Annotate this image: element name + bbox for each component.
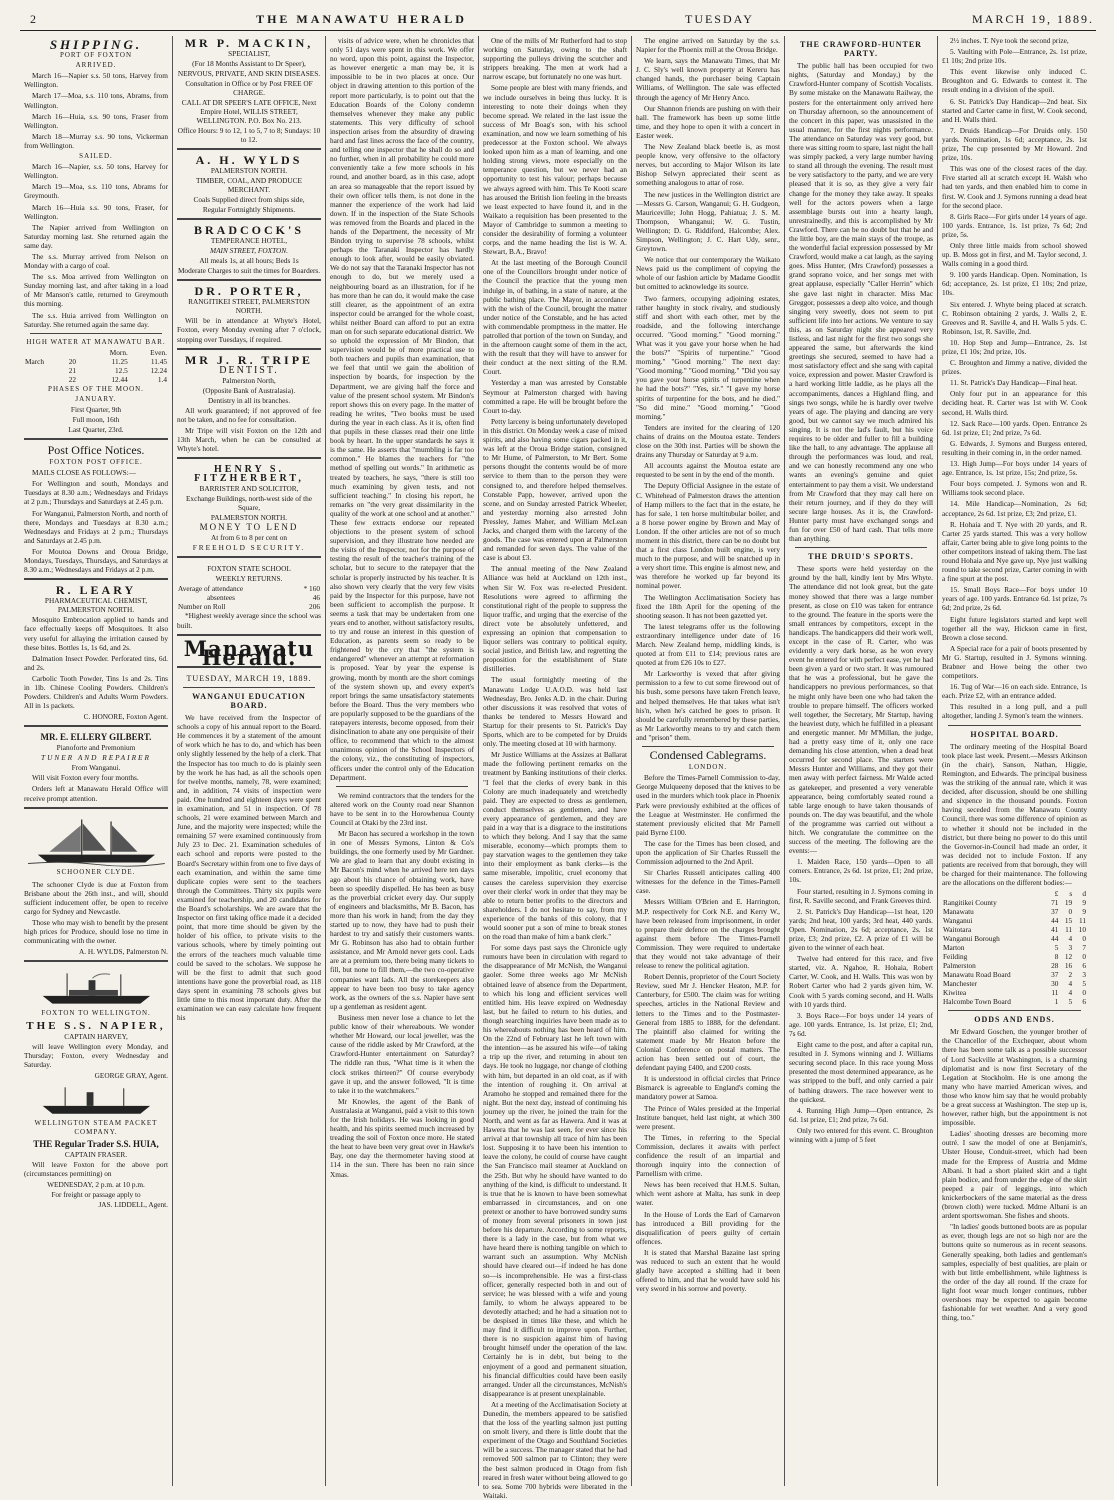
- post-subheading: FOXTON POST OFFICE.: [49, 458, 143, 467]
- local-item: We notice that our contemporary the Waikato News paid us the compliment of copying the whole of our fashion article by Madame Goodlit but omitted to acknowledge its source.: [636, 255, 780, 292]
- sports-event: 1. Maiden Race, 150 yards—Open to all comers. Entrance, 2s 6d. 1st prize, £1; 2nd prize, 10s.: [789, 857, 933, 885]
- table-row: Rangitikei County 71 19 9: [943, 898, 1086, 908]
- local-item: At the last meeting of the Borough Council one of the Councillors brought under notice of the Council the practice that the young men indulge in, of bathing, in a state of nature, at the public bathing place. The Mayor, in accordance with the wish of the Council, brought the matter under notice of the Constable, and he has acted with commendable promptness in the matter. He patrolled that portion of the town on Sunday, and in the afternoon caught some of them in the act, with the result that they will have to answer for their conduct at the next sitting of the R.M. Court.: [483, 258, 627, 377]
- divider: [183, 687, 315, 688]
- post-text: For Wellington and south, Mondays and Tuesdays at 8.30 a.m.; Wednesdays and Fridays at 2 p.m.; Thursdays and Saturdays at 2.45 p.m.: [24, 479, 168, 507]
- divider: [177, 348, 321, 352]
- local-item: All accounts against the Moutoa estate are requested to be sent in by the end of the month.: [636, 461, 780, 480]
- odds-ends-heading: ODDS AND ENDS.: [974, 1015, 1055, 1025]
- fitzherbert-name: HENRY S. FITZHERBERT,: [194, 464, 304, 485]
- table-row: Manchester 30 4 5: [943, 979, 1086, 989]
- hospital-board-text: The ordinary meeting of the Hospital Board took place last week. Present.—Messrs Atkinson (in the chair), Sanson, Nathan, Higgie, Remington, and Edwards. The principal business was the striking of the annual rate, which it was decided, after discussion, should be one shilling and sixpence in the thousand pounds. Foxton having seceded from the Manawatu County Council, there was some difference of opinion as to whether it should not be included in the district, but there being no power to do this until the Governor-in-Council had made an order, it was decided not to include Foxton. If any patients are received from that borough, they will be charged for their maintenance. The following are the allocations on the different bodies:—: [942, 741, 1087, 888]
- school-row: Number on Roll 206: [178, 602, 320, 612]
- local-item: The New Zealand black beetle is, as most people know, very offensive to the olfactory nerves, but according to Major Wilson its late Bishop Selwyn appreciated their scent as something analogous to attar of rose.: [636, 142, 780, 188]
- local-item: The latest telegrams offer us the following extraordinary intelligence under date of 16 March. New Zealand hemp, middling kinds, is quoted at from £11 to £14; previous rates are quoted at from £26 10s to £27.: [636, 621, 780, 668]
- mackin-line: (For 18 Months Assistant to Dr Speer),: [192, 59, 306, 69]
- wylds-line: Coals Supplied direct from ships side,: [193, 195, 305, 205]
- tripe-line: (Opposite Bank of Australasia).: [202, 385, 296, 395]
- tripe-line: DENTIST.: [219, 364, 279, 376]
- mackin-name: MR P. MACKIN,: [184, 36, 314, 50]
- table-row: Feilding 8 12 0: [943, 952, 1086, 962]
- local-item: Our Shannon friends are pushing on with their hall. The framework has been up some little time, and they hope to open it with a concert in Easter week.: [636, 103, 780, 140]
- tripe-line: All work guaranteed; if not approved of fee not be taken, and no fee for consultation.: [177, 405, 321, 424]
- tide-row: March 20 11.25 11.45: [25, 356, 167, 366]
- hospital-rates-table: £ s d Rangitikei County 71 19 9 Manawatu 37 0 9 Wanganui 44 15 11 Waitotara 41 11 10 Wanganui Borough 44 4 0 Marton 5 3 7 Feilding 8 12 0 Palmerston 28 16 6 Manawatu Road Board 37 2 3 Manchester 30 4 5 Kiwitea 11 4 0 Halcombe Town Board 1 5 6: [943, 889, 1086, 1007]
- sports-event: Only two entered for this event. C. Broughton winning with a jump of 5 feet: [789, 1125, 933, 1144]
- local-item: Two farmers, occupying adjoining estates, rather haughty in stock rivalry, and studiously stiff and short with each other, met by the roadside, and the following interchange occurred. "Good morning." "Good morning." What was it you gave your horse when he had the bots?" "Spirits of turpentine." "Good morning." "Good morning." The next day: "Good morning." "Good morning." "Did you say you gave your horse spirits of turpentine when he had the bots?" "Yes, sir." "I gave my horse spirits of turpentine for the bots, and he died." "So did mine." "Good morning." "Good morning.": [636, 293, 780, 421]
- sports-event: 14. Mile Handicap—Nomination, 2s 6d; acceptance, 2s 6d. 1st prize, £3; 2nd prize, £1.: [942, 499, 1087, 518]
- table-row: Marton 5 3 7: [943, 943, 1086, 953]
- sports-event: 12. Sack Race—100 yards. Open. Entrance 2s 6d. 1st prize, £1; 2nd prize, 7s 6d.: [942, 418, 1087, 437]
- local-item: The usual fortnightly meeting of the Manawatu Lodge U.A.O.D. was held last Wednesday, Bro. Jenks A.D. in the chair. During other discussions it was resolved that votes of thanks be tendered to Messrs Howard and Startup for their presents to St. Patrick's Day Sports, which are to be competed for by Druids only. The meeting closed at 10 with harmony.: [483, 675, 627, 749]
- sports-event: Only three little maids from school showed up. B. Moss got in first, and M. Taylor second, J. Walls coming in a good third.: [942, 240, 1087, 269]
- bradcock-line: All meals 1s, at all hours; Beds 1s: [199, 256, 299, 266]
- divider: [24, 960, 168, 964]
- dateline: TUESDAY, MARCH 19, 1889.: [186, 673, 312, 683]
- local-item: We remind contractors that the tenders for the altered work on the County road near Shannon have to be sent in to the Horowhenua County Council at Otaki by the 23rd inst.: [330, 790, 474, 827]
- moon-month: JANUARY.: [75, 394, 117, 403]
- cablegram-item: Messrs William O'Brien and E. Harrington, M.P. respectively for Cork N.E. and Kerry W., have been released from imprisonment, in order to prepare their defence on the charges brought against them before The Times-Parnell Commission. They were required to undertake that they would not take advantage of their release to renew the political agitation.: [636, 897, 780, 971]
- table-row: Manawatu 37 0 9: [943, 907, 1086, 917]
- masthead-title: THE MANAWATU HERALD: [256, 11, 467, 26]
- sports-event: A Special race for a pair of boots presented by Mr G. Startup, resulted in J. Symons winning. Brabner and Howe being the other two competitors.: [942, 643, 1087, 681]
- fitzherbert-line: PALMERSTON NORTH.: [210, 513, 288, 523]
- arrival-item: March 17—Moa, s.s. 110 tons, Abrams, from Wellington.: [24, 91, 168, 110]
- sports-event: Eight came to the post, and after a capital run, resulted in J. Symons winning and J. Williams securing second place. In this race young Moss presented the most determined appearance, as he was stripped to the buff, and only carried a pair of bathing drawers. The race however went to the quickest.: [789, 1040, 933, 1104]
- sports-event: This resulted in a long pull, and a pull altogether, landing J. Symon's team the winners.: [942, 702, 1087, 721]
- port-heading: PORT OF FOXTON: [59, 51, 133, 60]
- wylds-name: A. H. WYLDS: [195, 153, 303, 168]
- steamer-illustration: [28, 968, 165, 1008]
- mackin-line: Office Hours: 9 to 12, 1 to 5, 7 to 8; Sundays: 10 to 12.: [177, 126, 321, 145]
- column-4: [479, 36, 632, 1500]
- editorial-continued: visits of advice were, when he chronicles that only 51 days were spent in this work. We offer no word, upon this point, against the Inspector, as however energetic a man may be, it is impossible to be in two places at once. Our object in drawing attention to this portion of the report more particularly, is to point out that the Education Boards of the Colony condemn themselves whenever they make any public statements. This very difficulty of school inspection arises from the absurdity of drawing hard and fast lines across the face of the country, and telling one inspector that he shall do so and no further, when in all probability he could more conveniently take a few more schools in his round, and another board, as in this case, adopt an area so manageable that the report issued by their own officer tells them, is not done in the manner the experience of the work had laid down. If in the inspection of the State Schools was removed from the Boards and placed in the hands of the Department, the necessity of Mr Bindon trying to supervise 78 schools, whilst perhaps the Taranaki Inspector has hardly enough to look after, would be easily obviated. We do not say that the Taranaki Inspector has not enough to do, but we merely used a neighbouring board as an illustration, for if he has more than he can do, it would make the case still clearer, as the appointment of an extra inspector could be arranged for the whole coast, whilst neither Board can afford to put an extra man on for such separate educational district. We so uphold the expression of Mr Bindon, that supervision would be of more practical use to both teachers and pupils than examination, that we feel that until we gain the abolition of inspection by boards, for inspection by the Department, we are giving half the force and value of the present school system. Mr Bindon's report shows this on every page. In the matter of reading he writes, "Two books must be used during the year in each class. As it is, often find that pupils in these classes read their one little book by heart. In the upper standards he says it is the same. He asserts that "mumbling is far too common." He blames the teachers for "the method of spelling out words." In arithmetic as treated by teachers, he says, "there is still too much examining by given tests, and not sufficient teaching." In closing his report, he remarks on "the very great dissimilarity in the quality of the work at one school and at another." These few extracts endorse our repeated objections to the present system of school supervision, and they illustrate how needed are the visits of the Inspector, not for the purpose of testing the result of the teacher's training of the scholar, but to secure to the ratepayer that the scholar is properly instructed by his teacher. It is also shown very clearly that the very few visits paid by the Inspector for this purpose, have not been sufficient to accomplish the purpose. It seems a task that may be undertaken from one years end to another, without satisfactory results, to try and rouse an interest in this question of Education, as parents seem so ready to be frightened by the cry that "the system is endangered" whenever an attempt at reformation is proposed. Year by year the expense is growing, month by month are the short comings of the system shown up, and every expert's report brings the same unsatisfactory statements before the Board. Thus the very members who are popularly supposed to be the guardians of the ratepayers interests, become opposed, from their disinclination to abate any one perquisite of their office, to recommend that which to the almost unanimous opinion of the School Inspectors of the colony, viz., the constituting of inspectors, officers under the control only of the Education Department.: [330, 36, 474, 782]
- tide-heading: HIGH WATER AT MANAWATU BAR.: [26, 337, 166, 346]
- sports-event: Four boys competed. J. Symons won and R. Williams took second place.: [942, 479, 1087, 498]
- huia-heading: THE Regular Trader S.S. HUIA,: [33, 1139, 159, 1150]
- education-board-text: We have received from the Inspector of schools a copy of his annual report to the Board. He commences it by a statement of the amount of work which he has to do, and which has been only slightly lessened by the help of a clerk. That the Inspector has too much to do is plainly seen by the work he has had, as all the schools open for twelve months, namely, 78, were examined; and, in addition, 74 visits of inspection were paid. One hundred and eighteen days were spent in examination, and 51 in inspection. Of 78 schools, 21 were examined between March and June, and the majority were inspected; while the remaining 57 were examined continuously from July 23 to Dec. 21. Examination schedules of each school and reports were posted to the Board's Secretary within from one to five days of each examination, and within the same time duplicate copies were sent to the teachers through the Committees. Thirty six pupils were examined for teachership, and 20 candidates for the Board's scholarships. We are aware that the Inspector on first taking office made it a decided point, that more time should be given by the holder of his office, to private visits to the various schools, where by timely pointing out the errors of the teachers much valuable time could be saved to the scholars. We suppose he will be the first to admit that such good intentions have gone the proverbial road, as 118 days spent in examining 78 schools gives but little time to this most important duty. After the examination we can easy calculate how frequent his: [177, 713, 321, 1023]
- huia-signature: JAS. LIDDELL, Agent.: [98, 1200, 168, 1210]
- gilbert-trade: TUNER AND REPAIRER: [41, 753, 151, 763]
- cablegram-item: News has been received that H.M.S. Sultan, which went ashore at Malta, has sunk in deep water.: [636, 1180, 780, 1208]
- sailing-item: March 19—Moa, s.s. 110 tons, Abrams for Greymouth.: [24, 182, 168, 201]
- sports-event: 4. Running High Jump—Open entrance, 2s 6d. 1st prize, £1; 2nd prize, 7s 6d.: [789, 1105, 933, 1124]
- sports-event: C. Broughton and Jimmy a native, divided the prizes.: [942, 358, 1087, 377]
- odds-item: "In ladies' goods buttoned boots are as popular as ever, though legs are not so high nor are the buttons quite so numerous as in recent seasons. Generally speaking, both ladies and gentleman's samples, especially of best qualities, are plain or with but little embellishment, while lightness is the order of the day all round. If the craze for light foot wear much longer continues, rubber overshoes may be expected to again become fashionable for wet weather. And a very good thing, too.": [942, 1222, 1087, 1323]
- moon-heading: PHASES OF THE MOON.: [48, 384, 144, 393]
- sports-event: 5. Vaulting with Pole—Entrance, 2s. 1st prize, £1 10s; 2nd prize 10s.: [942, 47, 1087, 66]
- arrived-heading: ARRIVED.: [75, 61, 117, 70]
- sports-event: Only four put in an appearance for this deciding heat. R. Carter was 1st with W. Cook second, H. Walls third.: [942, 389, 1087, 417]
- divider: [177, 556, 321, 560]
- cablegram-item: Robert Dennis, proprietor of the Court Society Review, sued Mr J. Hencker Heaton, M.P. for Canterbury, for £500. The claim was for writing speeches, articles in the National Review and letters to the Times and to the Postmaster-General from 1885 to 1888, for the defendant. The plaintiff also claimed for writing the statement made by Mr Heaton before the Colonial Conference on postal matters. The action has been settled out of court, the defendant paying £400, and £200 costs.: [636, 972, 780, 1073]
- sports-event: 16. Tug of War—16 on each side. Entrance, 1s each. Prize £2, with an entrance added.: [942, 682, 1087, 701]
- divider: [24, 578, 168, 582]
- fitzherbert-line: BARRISTER AND SOLICITOR,: [199, 484, 299, 494]
- tripe-line: Dentistry in all its branches.: [207, 395, 291, 405]
- packet-illustration: [28, 1084, 165, 1118]
- tide-col-even: Even.: [150, 347, 167, 357]
- tide-table: [24, 348, 168, 384]
- school-subheading: WEEKLY RETURNS.: [215, 574, 283, 584]
- column-3: [326, 36, 479, 1486]
- sports-event: Eight future legislators started and kept well together all the way, Hickson came in first, Brown a close second.: [942, 614, 1087, 642]
- shipping-note: The s.s. Huia arrived from Wellington on Saturday. She returned again the same day.: [24, 310, 168, 329]
- sports-event: 6. St. Patrick's Day Handicap—2nd heat. Six started and Carter came in first, W. Cook second, and H. Walls third.: [942, 96, 1087, 124]
- arrival-item: March 16—Napier s.s. 50 tons, Harvey from Wellington.: [24, 71, 168, 90]
- table-row: Kiwitea 11 4 0: [943, 988, 1086, 998]
- napier-captain: CAPTAIN HARVEY,: [64, 1031, 128, 1041]
- school-returns-table: [177, 584, 321, 611]
- sports-event: 2. St. Patrick's Day Handicap—1st heat, 120 yards; 2nd heat, 100 yards; 3rd heat, 440 yards. Open. Nomination, 2s 6d; acceptance, 2s. 1st prize, £3; 2nd prize, £2. A prize of £1 will be given to the winner of each heat.: [789, 906, 933, 953]
- wylds-line: TIMBER, COAL, AND PRODUCE MERCHANT.: [195, 176, 302, 195]
- sailing-item: March 16—Napier, s.s. 50 tons, Harvey for Wellington.: [24, 162, 168, 181]
- sailing-item: March 16—Huia s.s. 90 tons, Fraser, for Wellington.: [24, 202, 168, 221]
- local-item: For some days past says the Chronicle ugly rumours have been in circulation with regard to the disappearance of Mr McNish, the Wanganui gaoler. Some three weeks ago Mr McNish obtained leave of absence from the Department, to which his long and efficient services well entitled him. His leave expired on Wednesday last, but he failed to return to his duties, and though searching inquiries have been made as to his whereabouts nothing has been heard of him. On the 22nd of February last he left town with the intention—as he assured his wife—of taking a trip up the river, and returning in about ten days. He took no luggage, nor change of clothing with him, but departed in an old coat, as if with the intention of roughing it. On arrival at Aramoho he stopped and remained there for the night. But the next day, instead of continuing his journey up the river, he joined the train for the North, and went as far as Hawera. And it was at Hawera that he was last seen, for ever since his arrival at that township all trace of him has been lost. Supposing it to have been his intention to leave the colony, he could of course have caught the San Francisco mail steamer at Auckland on the 25th. But why he should have wanted to do anything of the kind, is difficult to understand. It is true that he is known to have been somewhat embarrassed in circumstances, and on one pretext or another to have borrowed sundry sums of money from several prisoners in town just before his departure. According to some reports, there is a lady in the case, but from what we have heard there is nothing tangible on which to warrant such an assumption. Why McNish should have cleared out—if indeed he has done so—is incomprehensible. He was a first-class officer, generally respected both in and out of service; he was blessed with a wife and young family, to whom he always appeared to be devotedly attached; and he had a situation not to be despised in times like these, and which he may find it difficult to improve upon. Further, there is no suspicion against him of having brought himself under the operation of the law. Certainly he is in debt, but being to the enjoyment of a good and permanent situation, his financial difficulties could have been easily arranged. Under all the circumstances, McNish's disappearance is at present unexplainable.: [483, 943, 627, 1398]
- local-item: We learn, says the Manawatu Times, that Mr J. C. Sly's well known property at Kereru has changed hands, the purchaser being Captain Williams, of Wellington. The sale was effected through the agency of Mr Henry Anco.: [636, 56, 780, 102]
- fitzherbert-line: FREEHOLD SECURITY.: [192, 543, 306, 553]
- hospital-board-heading: HOSPITAL BOARD.: [970, 729, 1059, 739]
- shipping-note: The Napier arrived from Wellington on Saturday morning last. She returned again the same day.: [24, 222, 168, 250]
- shipping-note: The s.s. Moa arrived from Wellington on Sunday morning last, and after taking in a load of Mr Manson's cattle, returned to Greymouth this morning.: [24, 272, 168, 309]
- sports-event: 7. Druids Handicap—For Druids only. 150 yards. Nomination, 1s 6d; acceptance, 2s. 1st prize, The cup presented by Mr Howard. 2nd prize, 10s.: [942, 125, 1087, 163]
- divider: [24, 438, 168, 442]
- local-item: Business men never lose a chance to let the public know of their whereabouts. We wonder whether Mr Howard, our local jeweller, was the cause of the riddle asked by Mr Crawford, at the Crawford-Hunter entertainment on Saturday? The riddle ran thus, "What time is it when the clock strikes thirteen?" Of course everybody gave it up, and the answer followed, "It is time to take it to the watchmakers.": [330, 1012, 474, 1095]
- local-item: The engine arrived on Saturday by the s.s. Napier for the Phoenix mill at the Oroua Bridge.: [636, 36, 780, 55]
- crawford-text: The public hall has been occupied for two nights, (Saturday and Monday,) by the Crawford-Hunter company of Scottish Vocalists. By some mistake on the Manawatu Railway, the posters for the entertainment only arrived here on Thursday afternoon, so the announcement of the concert in this paper, was unassisted in the usual manner, for the first nights performance. The attendance on Saturday was very good, but there was sitting room to spare, last night the hall was simply packed, a very large number having to stand all through the evening. The result must be very satisfactory to the party, and we are very pleased that it is so, as they give a very fair change for the money they take away. It speaks well for the actors powers when a large assemblage bursts out into a hearty laugh, unrestrainedly, and this is accomplished by Mr Crawford. There can be no doubt but that he and the little boy, are the main stays of the troupe, as the wonderful facial expression possessed by Mr Crawford, would make a cat laugh, as the saying goes. Miss Hunter, (Mrs Crawford) possesses a grand soprano voice, and her songs met with great applause, especially "Caller Herrin" which she gave last night in character. Miss Mac Greggor, possesses a deep alto voice, and though singing very sweetly, does not seem to put sufficient life into her actions. We venture to say this, as on Saturday night she appeared very listless, and last night for the first two songs she appeared the same, but afterwards the kind greetings she secured, seemed to have had a most satisfactory effect and she sang with capital voice, expression and power. Master Crawford is a hard working little laddie, as he plays all the accompaniments, dances a Highland fling, and sings two songs, while he is hardly over twelve years of age. The playing and dancing are very good, but we cannot say we much admired his singing. It is not the lad's fault, but his voice requires to be older and fuller to fill a building like the hall, to any advantage. The applause all through the performances was loud, and real, and we can honestly recommend any one who wants an evening's genuine and quiet entertainment to pay them a visit. We understand from Mr Crawford that they may call here on their return journey, and if they do they will secure large houses. As it is, the Crawford-Hunter party must have exchanged songs and fun for over £50 of hard cash. That tells more than anything.: [789, 61, 933, 544]
- porter-line: RANGITIKEI STREET, PALMERSTON NORTH.: [188, 297, 310, 316]
- local-item: Petty larceny is being unfortunately developed in this district. On Monday week a case of mixed spirits, and also having some cigars packed in it, was left at the Oroua Bridge station, consigned to Mr Hume, of Palmerston, to Mr Bert. Some persons thought the contents would be of more service to them than to the person they were consigned to, and therefore helped themselves. Constable Papp, however, arrived upon the scene, and on Sunday arrested Patrick Wheeler, and yesterday morning also arrested John Pressley, James Maher, and William McLean Jacks, and charged them with the larceny of the goods. The case was entered upon at Palmerston and remanded for seven days. The value of the case is about £3.: [483, 416, 627, 563]
- cablegram-item: The case for the Times has been closed, and upon the application of Sir Charles Russell the Commission adjourned to the 2nd April.: [636, 838, 780, 867]
- schooner-caption: SCHOONER CLYDE.: [56, 867, 136, 876]
- local-item: Mr Justice Williams at the Assizes at Ballarat made the following pertinent remarks on the treatment by Banking institutions of their clerks. "I feel that the clerks of every bank in this Colony are much inadequately and wretchedly paid. They are expected to dress as gentlemen, conduct themselves as gentlemen, and have every appearance of gentlemen, and they are paid in a way that is a disgrace to the institutions to which they belong. And I say that the same miserable, economy—which prompts them to pay starvation wages to the gentlemen they take into their employment as bank clerks—is the same miserable, impolitic, cruel economy that causes the careless supervision they exercise over their clerks' work in order that they may be able to return better profits to the directors and shareholders. I do not hesitate to say, from my experience of the banks of this colony, that I would sooner put a son of mine to break stones on the road than make of him a bank clerk.": [483, 750, 627, 942]
- education-board-heading: WANGANUI EDUCATION BOARD.: [192, 691, 306, 710]
- huia-captain: CAPTAIN FRASER.: [64, 1150, 128, 1160]
- shipping-heading: SHIPPING.: [49, 37, 143, 52]
- leary-text: Mosquito Embrocation applied to hands and face effectually keeps off Mosquitoes. It also very useful for allaying the irritation caused by these bites. Bottles 1s, 1s 6d, and 2s.: [24, 615, 168, 652]
- cablegram-item: Sir Charles Russell anticipates calling 400 witnesses for the defence in the Times-Parnell case.: [636, 868, 780, 896]
- leary-name: R. LEARY: [55, 583, 137, 598]
- local-item: Some people are blest with many friends, and we include ourselves in being thus lucky. It is interesting to note their doings when they become spread. We related in the last issue the success of Mr Boag's son, with his school examination, and now we learn something of his predecessor at the Foxton school. We always looked upon him as a man of learning, and one holding strong views, more especially on the temperance question, but we never had an opportunity to test his valour; perhaps because we always agreed with him. This Te Kooti scare has aroused the British lion feeling in the breasts we least expected to have found it, and in the Waikato a requisition has been presented to the Mayor of Cambridge to summon a meeting to consider the desirability of forming a volunteer corps, and the name heading the list is W. A. Stewart, B.A., Bravo!: [483, 83, 627, 257]
- gilbert-text: Will visit Foxton every four months.: [32, 773, 139, 783]
- mackin-line: NERVOUS, PRIVATE, AND SKIN DISEASES.: [177, 69, 321, 79]
- tide-col-morn: Morn.: [109, 347, 128, 357]
- cablegram-item: The Times, in referring to the Special Commission, declares it awaits with perfect confidence the result of an impartial and thorough inquiry into the connection of Parnellism with crime.: [636, 1132, 780, 1179]
- huia-date: WEDNESDAY, 2 p.m. at 10 p.m.: [47, 1180, 145, 1190]
- sports-event: 11. St. Patrick's Day Handicap—Final heat.: [950, 378, 1078, 388]
- moon-phase: First Quarter, 9th: [70, 405, 122, 414]
- table-row: Wanganui 44 15 11: [943, 916, 1086, 926]
- masthead-date: MARCH 19, 1889.: [971, 11, 1094, 26]
- mackin-line: CALL AT DR SPEER'S LATE OFFICE, Next Empire Hotel, WILLIS STREET, WELLINGTON. P.O. Box No. 213.: [181, 98, 317, 126]
- table-row: Waitotara 41 11 10: [943, 925, 1086, 935]
- table-row: Palmerston 28 16 6: [943, 961, 1086, 971]
- table-row: Wanganui Borough 44 4 0: [943, 934, 1086, 944]
- wsp-caption: WELLINGTON STEAM PACKET COMPANY.: [34, 1119, 158, 1137]
- local-item: Yesterday a man was arrested by Constable Seymour at Palmerston charged with having committed a rape. He will be brought before the Court to-day.: [483, 378, 627, 415]
- bradcock-line: Moderate Charges to suit the times for Boarders.: [177, 266, 321, 276]
- local-item: One of the mills of Mr Rutherford had to stop working on Saturday, owing to the shaft supporting the pulleys driving the scutcher and strippers breaking. The men at work had a narrow escape, but fortunately no one was hurt.: [483, 36, 627, 82]
- odds-item: Mr Edward Goschen, the younger brother of the Chancellor of the Exchequer, about whom there has been some talk as a possible successor of Lord Sackville at Washington, is a charming diplomatist and is now first Secretary of the Legation at Stockholm. He is one among the many who have married American wives, and those who know him say that he would probably be a great success at Washington. The step up is, however, rather high, but the appointment is not impossible.: [942, 1027, 1087, 1128]
- mackin-title: SPECIALIST,: [228, 49, 270, 59]
- sports-event: This was one of the closest races of the day. Five started all at scratch except H. Walsh who had ten yards, and then enabled him to come in first. W. Cook and J. Symons running a dead heat for the second place.: [942, 164, 1087, 210]
- shipping-note: The s.s. Murray arrived from Nelson on Monday with a cargo of coal.: [24, 251, 168, 271]
- bradcock-line: TEMPERANCE HOTEL,: [210, 236, 288, 246]
- arrival-item: March 16—Huia, s.s. 90 tons, Fraser from Wellington.: [24, 111, 168, 130]
- local-item: At a meeting of the Acclimatisation Society at Dunedin, the members appeared to be satisfied that the loss of the yearling salmon just putting on smolt livery, and there is little doubt that the experiment of the Otago and Southland Societies will be a success. The manager stated that he had removed 500 salmon par to Clinton; they were the best salmon produced in Otago from fish reared in fresh water without being allowed to go to sea. Some 700 hybrids were liberated in the Waitaki.: [483, 1399, 627, 1500]
- druids-heading: THE DRUID'S SPORTS.: [808, 552, 914, 562]
- newspaper-flag: Manawatu Herald.: [183, 635, 315, 670]
- sports-event: This event likewise only induced C. Broughton and G. Edwards to contest it. The result ending in a division of the spoil.: [942, 67, 1087, 95]
- cablegram-item: The Prince of Wales presided at the Imperial Institute banquet, held last night, at which 300 were present.: [636, 1103, 780, 1131]
- column-5: [632, 36, 785, 1486]
- odds-item: Ladies' shooting dresses are becoming more outré. I saw the model of one at Benjamin's, Ulster House, Conduit-street, which had been made for the Empress of Austria and Mdme Albani. It had a short plaited skirt and a tight plain bodice, and from under the edge of the skirt peeped a pair of leggings, into which knickerbockers of the same material as the dress (brown cloth) were tucked. Mdme Albani is an ardent sportswoman. She fishes and shoots.: [942, 1129, 1087, 1221]
- leary-text: Dalmation Insect Powder. Perforated tins, 6d. and 2s.: [24, 653, 168, 672]
- local-item: The Wellington Acclimatisation Society has fixed the 18th April for the opening of the shooting season. It has not been gazetted yet.: [636, 592, 780, 620]
- cablegrams-heading: Condensed Cablegrams.: [649, 748, 767, 763]
- bradcock-name: BRADCOCK'S: [193, 223, 304, 238]
- sports-event: 9. 100 yards Handicap. Open. Nomination, 1s 6d; acceptance, 2s. 1st prize, £1 10s; 2nd prize, 10s.: [942, 270, 1087, 298]
- huia-text: Will leave Foxton for the above port (circumstances permitting) on: [24, 1160, 168, 1179]
- table-row: Halcombe Town Board 1 5 6: [943, 997, 1086, 1007]
- napier-signature: GEORGE GRAY, Agent.: [94, 1070, 168, 1080]
- sports-event: 13. High Jump—For boys under 14 years of age. Entrance, 1s. 1st prize, 15s; 2nd prize, 5s.: [942, 459, 1087, 478]
- clyde-text: Those who may wish to benefit by the present high prices for Produce, should lose no time in communicating with the owner.: [24, 918, 168, 946]
- sports-event: 8. Girls Race—For girls under 14 years of age. 100 yards. Entrance, 1s. 1st prize, 7s 6d; 2nd prize, 5s.: [942, 211, 1087, 239]
- napier-text: will leave Wellington every Monday, and Thursday; Foxton, every Wednesday and Saturday.: [24, 1041, 168, 1069]
- sports-event: R. Hohaia and T. Nye with 20 yards, and R. Carter 25 yards started. This was a very hollow affair, Carter being able to give long points to the other competitors instead of taking them. The last round Hohaia and Nye gave up, Nye just walking round to take second prize, Carter coming in with a fine spurt at the post.: [942, 519, 1087, 584]
- gilbert-name: MR. E. ELLERY GILBERT.: [40, 732, 152, 743]
- sports-event: 15. Small Boys Race—For boys under 10 years of age. 100 yards. Entrance 6d. 1st prize, 7s 6d; 2nd prize, 2s 6d.: [942, 585, 1087, 613]
- tripe-line: Mr Tripe will visit Foxton on the 12th and 13th March, when he can be consulted at Whyte's hotel.: [177, 425, 321, 454]
- post-text: MAILS CLOSE AS FOLLOWS:—: [32, 468, 136, 478]
- schooner-illustration: [28, 815, 165, 867]
- leary-subtitle: PHARMACEUTICAL CHEMIST, PALMERSTON NORTH.: [44, 596, 148, 615]
- napier-heading: THE S.S. NAPIER,: [26, 1019, 166, 1032]
- divider: [948, 1010, 1081, 1011]
- divider: [177, 279, 321, 283]
- divider: [177, 218, 321, 222]
- sports-event: Four started, resulting in J. Symons coming in first, R. Saville second, and Frank Greeves third.: [789, 886, 933, 905]
- school-row: Average of attendance * 160: [178, 584, 320, 594]
- sports-event: Twelve had entered for this race, and five started, viz. A. Ngahoe, R. Hohaia, Robert Carter, W. Cook, and H. Walls. This was won by Robert Carter who had 2 yards given him, W. Cook with 5 yards coming second, and H. Walls with 10 yards third.: [789, 954, 933, 1009]
- fitzherbert-line: At from 6 to 8 per cent on: [211, 533, 287, 543]
- arrival-item: March 18—Murray s.s. 90 tons, Vickerman from Wellington.: [24, 131, 168, 150]
- druids-text: These sports were held yesterday on the ground by the hall, kindly lent by Mrs Whyte. The attendance did not look great, but the gate money showed that there was a large number present, as close on £10 was taken for entrance to the ground. The feature in the sports were the small entrances by competitors, except in the handicaps. The handicappers did their work well, except in the case of R. Carter, who was evidently a very dark horse, as he won every event he entered for with perfect ease, yet he had been given a yard or two start. It was rumoured that he was a professional, but he gave the handicappers no previous performances, so that he might only have been one who had taken the trouble to prepare himself. The officers worked well together, the Secretary, Mr Startup, having the heaviest duty, which he fulfilled in a pleasant and energetic manner. Mr M'Millan, the judge, had a pretty easy time of it, only one race demanding his close attention, when a dead heat occurred for second place. The starters were Messrs Hunter and Williams, and they got their men away with perfect fairness. Mr Walde acted as gatekeeper, and presented a very venerable appearance, being comfortably seated round a table large enough to have taken thousands of pounds on. The day was beautiful, and the whole of the programme was carried out without a hitch. We congratulate the committee on the success of the meeting. The following are the events:—: [789, 564, 933, 856]
- sports-event: 10. Hop Step and Jump—Entrance, 2s. 1st prize, £1 10s; 2nd prize, 10s.: [942, 337, 1087, 356]
- gilbert-text: Orders left at Manawatu Herald Office will receive prompt attention.: [24, 784, 168, 803]
- divider: [24, 725, 168, 729]
- gilbert-subtitle: Pianoforte and Premonium: [56, 743, 136, 753]
- sports-event: Six entered. J. Whyte being placed at scratch. C. Robinson obtaining 2 yards, J. Walls 2, E. Greeves and R. Saville 4, and H. Walls 5 yds. C. Robinson, 1st, R. Saville, 2nd.: [942, 299, 1087, 336]
- foxton-wellington-heading: FOXTON TO WELLINGTON.: [41, 1009, 151, 1018]
- bradcock-line: MAIN STREET, FOXTON.: [210, 246, 288, 256]
- sports-event: G. Edwards, J. Symons and Burgess entered, resulting in their coming in, in the order named.: [942, 438, 1087, 457]
- column-2: [173, 36, 326, 1486]
- cablegram-item: In the House of Lords the Earl of Carnarvon has introduced a Bill providing for the disqualification of peers guilty of certain offences.: [636, 1209, 780, 1246]
- mackin-line: Consultation in Office or by Post FREE OF CHARGE.: [185, 79, 313, 98]
- moon-phase: Last Quarter, 23rd.: [68, 425, 124, 434]
- school-note: *Highest weekly average since the school was built.: [177, 611, 321, 630]
- fitzherbert-line: MONEY TO LEND: [199, 522, 299, 533]
- masthead-day: TUESDAY: [684, 11, 754, 26]
- divider: [795, 547, 927, 548]
- columns: [20, 36, 1096, 1500]
- column-1: [20, 36, 173, 1486]
- post-text: For Wanganui, Palmerston North, and north of there, Mondays and Tuesdays at 8.30 a.m.; Wednesdays and Fridays at 2 p.m.; Thursdays and Saturdays at 2.45 p.m.: [24, 508, 168, 545]
- fitzherbert-line: Exchange Buildings, north-west side of the Square,: [185, 494, 313, 513]
- clyde-text: The schooner Clyde is due at Foxton from Brisbane about the 26th inst., and will, should sufficient inducement offer, be open to receive cargo for Sydney and Newcastle.: [24, 879, 168, 916]
- local-item: Mr Larkworthy is vexed that after giving permission to a few to cut some firewood out of his bush, some persons have taken French leave, and helped themselves. He that takes what isn't his'n, when he's catched he goes to prison. It should be carefully remembered by these parties, as Mr Larkworthy means to try and catch them and "prison" them.: [636, 669, 780, 742]
- tide-row: 22 12.44 1.4: [68, 374, 167, 384]
- sports-event: 2½ inches. T. Nye took the second prize,: [950, 36, 1069, 45]
- masthead: [30, 10, 1094, 28]
- divider: [24, 807, 168, 811]
- leary-signature: C. HONORE, Foxton Agent.: [83, 712, 168, 722]
- divider: [642, 746, 774, 747]
- post-text: For Moutoa Downs and Oroua Bridge, Mondays, Tuesdays, Thursdays, and Saturdays at 8.30 a.m.; Wednesdays and Fridays at 2 p.m.: [24, 546, 168, 575]
- clyde-signature: A. H. WYLDS, Palmerston N.: [78, 947, 168, 957]
- sports-event: 3. Boys Race—For boys under 14 years of age. 100 yards. Entrance, 1s. 1st prize, £1; 2nd, 7s 6d.: [789, 1010, 933, 1038]
- school-row: absentees 46: [207, 593, 320, 603]
- divider: [177, 457, 321, 461]
- cablegram-item: It is understood in official circles that Prince Bismarck is agreeable to England's coming the mandatory power at Samoa.: [636, 1074, 780, 1102]
- table-row: Manawatu Road Board 37 2 3: [943, 970, 1086, 980]
- local-item: The annual meeting of the New Zealand Alliance was held at Auckland on 12th inst., when Sir W. Fox was re-elected President. Resolutions were agreed to affirming the constitutional right of the people to suppress the liquor traffic, and urging that the exercise of the direct vote be absolutely unfettered, and expressing an opinion that compensation to liquor sellers was contrary to political equity, social justice, and British law, and regretting the proposition for the establishment of State distilleries.: [483, 564, 627, 674]
- divider: [336, 786, 468, 787]
- divider: [177, 148, 321, 152]
- page-number: 2: [30, 11, 38, 26]
- divider: [948, 725, 1081, 726]
- cablegram-item: Before the Times-Parnell Commission to-day, George Mulqueeny deposed that the knives to be used in the murders which took place in Phoenix Park were previously exhibited at the offices of the League at Westminster. He confirmed the statement previously elicited that Mr Parnell paid Byrne £100.: [636, 773, 780, 837]
- local-item: Tenders are invited for the clearing of 120 chains of drains on the Moutoa estate. Tenders close on the 30th inst. Parties will be shown the drains any Thursday or Saturday at 9 a.m.: [636, 422, 780, 460]
- porter-line: Will be in attendance at Whyte's Hotel, Foxton, every Monday evening after 7 o'clock, stopping over Tuesdays, if required.: [177, 316, 321, 344]
- local-item: Mr Bacon has secured a workshop in the town in one of Messrs Symons, Linton & Co's buildings, the one formerly used by Mr Gardner. We are glad to learn that any doubt existing in Mr Bacon's mind when he arrived here ten days ago about his chance of obtaining work, have been so speedily dispelled. He has been as busy as the proverbial cricket every day. Our supply of engineers and blacksmiths, Mr B. Bacon, has more than his work in hand; from the day they started up to now, they have had to push their hardest to try and satisfy their customers wants. Mr G. Robinson has also had to obtain further assistance, and Mr Arnold never gets cool. Lads are at a premium too, there being many tickets to fill, but none to fill them,—the two co-operative companies want lads. All the storekeepers also appear to have been too busy to take agency work, as the owners of the s.s. Napier have sent up a gentleman as resident agent.: [330, 829, 474, 1011]
- post-heading: Post Office Notices.: [47, 443, 145, 457]
- tripe-name: MR J. R. TRIPE: [184, 352, 314, 367]
- masthead-rule: [20, 30, 1096, 31]
- sailed-heading: SAILED.: [79, 152, 113, 161]
- school-heading: FOXTON STATE SCHOOL: [207, 564, 291, 574]
- porter-name: DR. PORTER,: [194, 284, 304, 299]
- local-item: The new justices in the Wellington district are—Messrs G. Carson, Wanganui; G. H. Gudgeon, Mauriceville; John Hogg, Pahiatua; J. S. M. Thompson, Whanganui; W. G. Tustin, Wellington; D. G. Riddiford, Halcombe; Alex. Simpson, Wellington; J. C. Hart Udy, senr., Greytown.: [636, 189, 780, 254]
- gilbert-from: From Wanganui.: [71, 763, 121, 773]
- cablegram-item: It is stated that Marshal Bazaine last spring was reduced to such an extent that he would gladly have accepted a shilling had it been offered to him, and that he would have sold his very sword in his sorrow and poverty.: [636, 1247, 780, 1294]
- local-item: Mr Knowles, the agent of the Bank of Australasia at Wanganui, paid a visit to this town for the Irish holidays. He was looking in good health, and his spirits seemed much increased by treading the soil of Foxton once more. He stated the heat to have been very great over in Hawke's Bay, one day the thermometer having stood at 114 in the sun. There has been no rain since Xmas.: [330, 1096, 474, 1179]
- column-7: [938, 36, 1091, 1486]
- leary-text: Carbolic Tooth Powder, Tins 1s and 2s. Tins in 1lb. Chinese Cooling Powders. Children's Powders. Children's and Adults Worm Powders. All in 1s packets.: [24, 673, 168, 711]
- crawford-heading: THE CRAWFORD-HUNTER PARTY.: [800, 40, 922, 59]
- huia-freight: For freight or passage apply to: [51, 1190, 141, 1200]
- divider: [30, 333, 162, 334]
- tripe-line: Palmerston North,: [222, 375, 276, 385]
- moon-phase: Full moon, 16th: [72, 415, 120, 424]
- wylds-line: PALMERSTON NORTH.: [210, 166, 288, 176]
- column-6: [785, 36, 938, 1486]
- wylds-line: Regular Fortnightly Shipments.: [202, 205, 296, 215]
- tide-row: 21 12.5 12.24: [68, 365, 167, 375]
- local-item: The Deputy Official Assignee in the estate of C. Whitehead of Palmerston draws the attention of Hamp millers to the fact that in the estate, he has for sale, 1 ten horse multitubular boiler, and a 8 horse power engine by Brown and May of London. If the other articles are not of so much moment in this district, there can be no doubt but that a first class London built engine, is very much to the purpose, and will be snatched up in a very short time. This engine is almost new, and was therefore he worked up far beyond its nominal power.: [636, 481, 780, 591]
- cablegrams-place: LONDON.: [688, 763, 728, 772]
